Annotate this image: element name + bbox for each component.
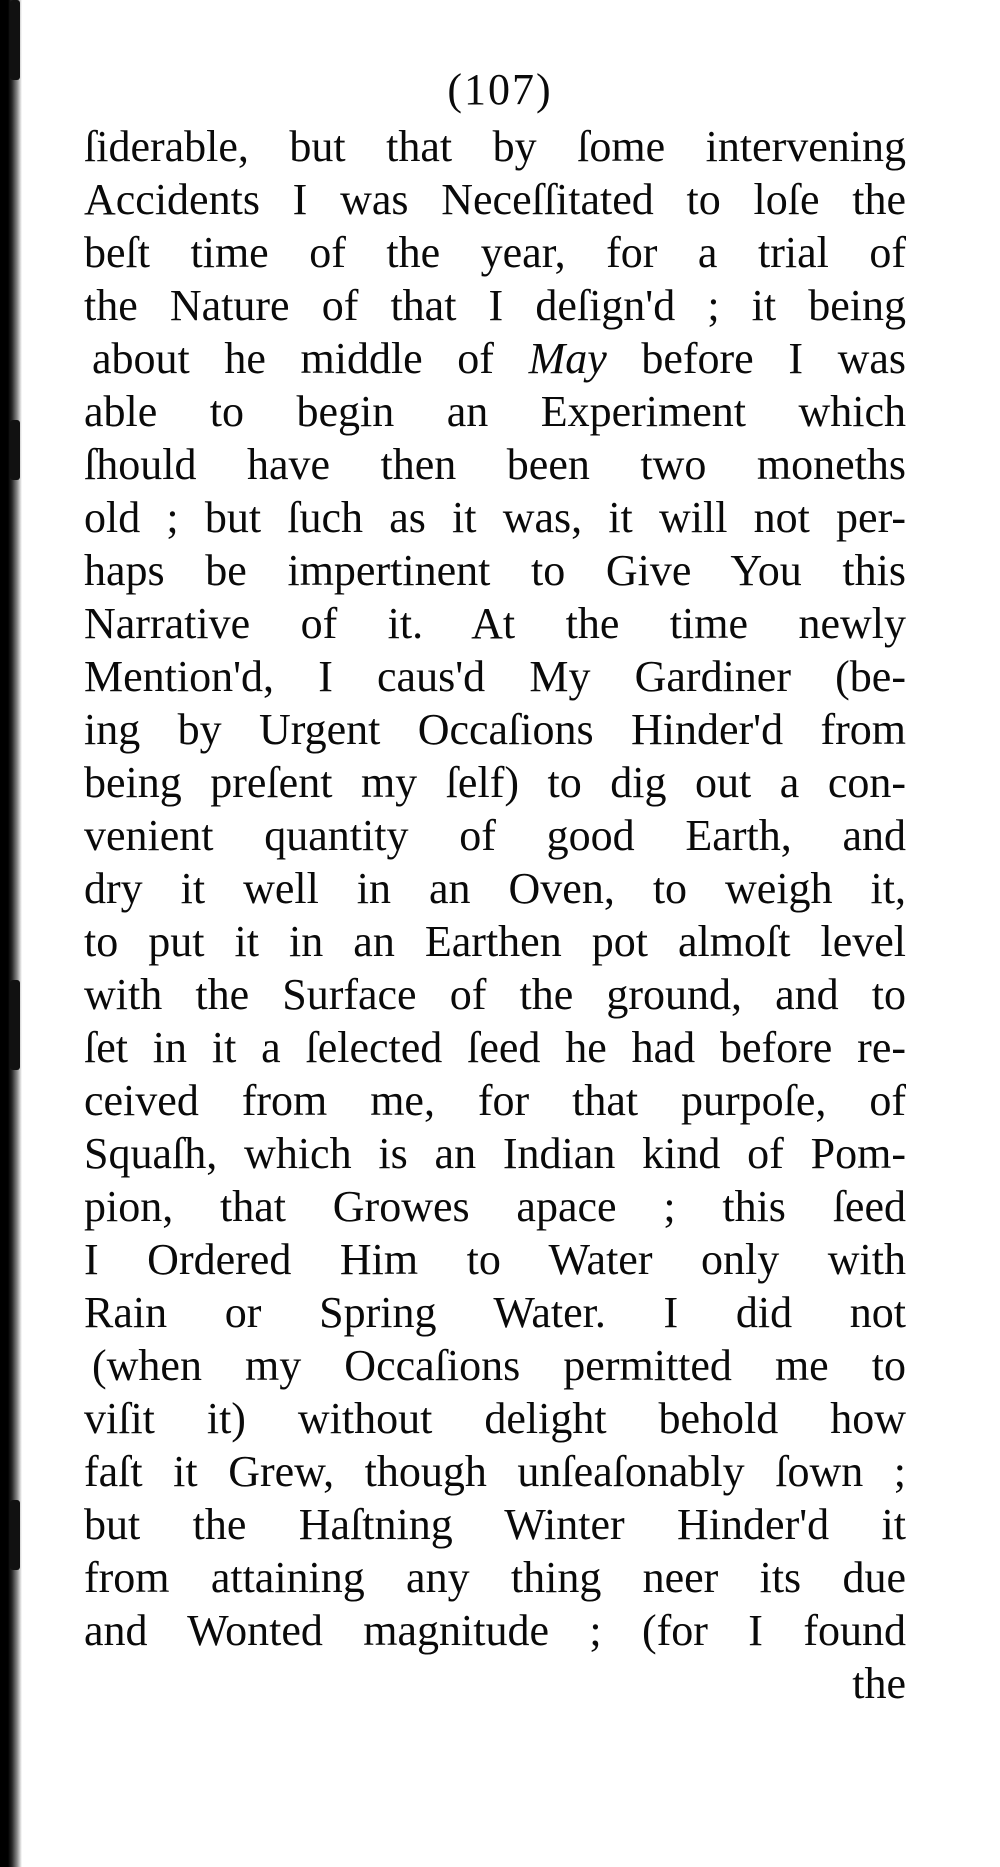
text-line: Squaſh, which is an Indian kind of Pom-	[84, 1129, 906, 1178]
text-line: the Nature of that I deſign'd ; it being	[84, 281, 906, 330]
text-line: ſhould have then been two moneths	[84, 440, 906, 489]
text-line: Rain or Spring Water. I did not	[84, 1288, 906, 1337]
text-line: Narrative of it. At the time newly	[84, 599, 906, 648]
catchword: the	[852, 1659, 906, 1708]
text-line: dry it well in an Oven, to weigh it,	[84, 864, 906, 913]
text-line: I Ordered Him to Water only with	[84, 1235, 906, 1284]
text-line: from attaining any thing neer its due	[84, 1553, 906, 1602]
text-line: being preſent my ſelf) to dig out a con-	[84, 758, 906, 807]
text-line: able to begin an Experiment which	[84, 387, 906, 436]
text-line: old ; but ſuch as it was, it will not per-	[84, 493, 906, 542]
binding-edge-mark	[10, 1500, 20, 1570]
text-line: to put it in an Earthen pot almoſt level	[84, 917, 906, 966]
text-line: viſit it) without delight behold how	[84, 1394, 906, 1443]
text-line: about he middle of May before I was	[92, 334, 906, 383]
text-line: Mention'd, I caus'd My Gardiner (be-	[84, 652, 906, 701]
binding-gutter-shadow	[0, 0, 22, 1867]
binding-edge-mark	[10, 420, 20, 480]
text-line: beſt time of the year, for a trial of	[84, 228, 906, 277]
text-line: with the Surface of the ground, and to	[84, 970, 906, 1019]
text-line: faſt it Grew, though unſeaſonably ſown ;	[84, 1447, 906, 1496]
text-line: (when my Occaſions permitted me to	[92, 1341, 906, 1390]
body-text	[84, 120, 906, 1710]
text-line: ſet in it a ſelected ſeed he had before re-	[84, 1023, 906, 1072]
page-number: (107)	[447, 65, 553, 114]
text-line: pion, that Growes apace ; this ſeed	[84, 1182, 906, 1231]
binding-edge-mark	[10, 980, 20, 1070]
text-line: ſiderable, but that by ſome intervening	[84, 122, 906, 171]
text-line: venient quantity of good Earth, and	[84, 811, 906, 860]
text-line: but the Haſtning Winter Hinder'd it	[84, 1500, 906, 1549]
text-line: ing by Urgent Occaſions Hinder'd from	[84, 705, 906, 754]
text-line: haps be impertinent to Give You this	[84, 546, 906, 595]
text-line: and Wonted magnitude ; (for I found	[84, 1606, 906, 1655]
text-line: Accidents I was Neceſſitated to loſe the	[84, 175, 906, 224]
text-line: ceived from me, for that purpoſe, of	[84, 1076, 906, 1125]
